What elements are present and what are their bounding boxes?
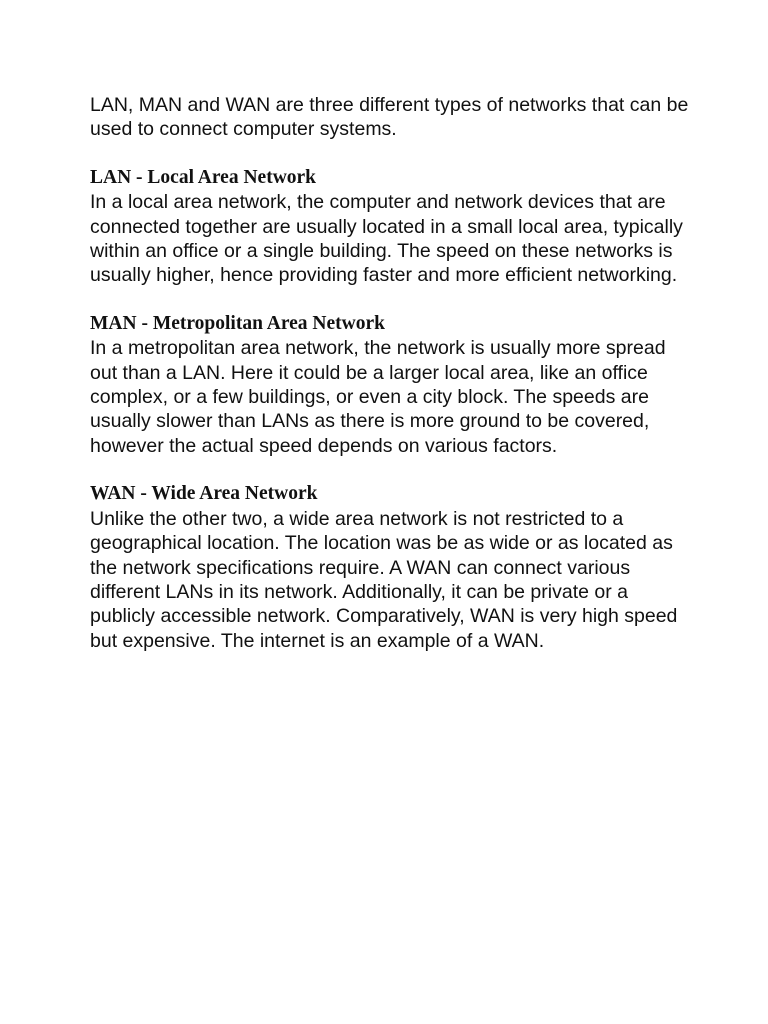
intro-paragraph: LAN, MAN and WAN are three different types of networks that can be used to connect computer systems. [90, 94, 689, 141]
document-page [90, 93, 690, 653]
section-lan [90, 166, 690, 288]
section-body-man: In a metropolitan area network, the network is usually more spread out than a LAN. Here it could be a larger local area, like an office complex, or a few buildings, or even a city block. The speeds are usually slower than LANs as there is more ground to be covered, however the actual speed depends on various factors. [90, 337, 666, 457]
section-body-wan: Unlike the other two, a wide area network is not restricted to a geographical location. The location was be as wide or as located as the network specifications require. A WAN can connect various different LANs in its network. Additionally, it can be private or a publicly accessible network. Comparatively, WAN is very high speed but expensive. The internet is an example of a WAN. [90, 507, 678, 652]
section-heading-man: MAN - Metropolitan Area Network [90, 312, 385, 334]
section-heading-wan: WAN - Wide Area Network [90, 483, 318, 505]
section-heading-lan: LAN - Local Area Network [90, 166, 317, 188]
section-man [90, 312, 690, 458]
section-wan [90, 482, 690, 653]
section-body-lan: In a local area network, the computer and network devices that are connected together are usually located in a small local area, typically within an office or a single building. The speed on these networks is usually higher, hence providing faster and more efficient networking. [90, 191, 683, 287]
